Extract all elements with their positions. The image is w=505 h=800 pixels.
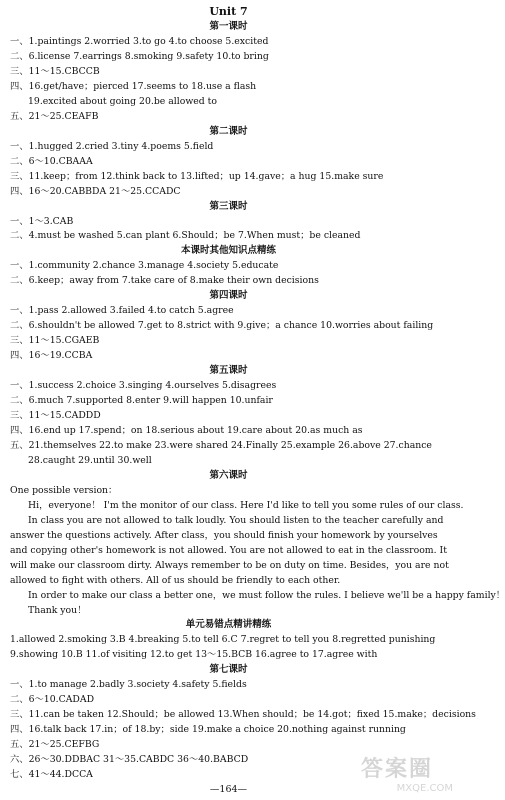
section-heading-error-points: 单元易错点精讲精练: [185, 619, 272, 631]
section-heading-lesson-7: 第七课时: [209, 664, 248, 676]
answer-line: 一、1.paintings 2.worried 3.to go 4.to choose 5.excited: [10, 35, 269, 47]
answer-line: 六、26～30.DDBAC 31～35.CABDC 36～40.BABCD: [10, 754, 249, 766]
essay-paragraph: In order to make our class a better one，we must follow the rules. I believe we'll be a happy family！: [28, 589, 505, 601]
answer-line: 三、11.can be taken 12.Should；be allowed 13.When should；be 14.got；fixed 15.make；decisions: [10, 709, 476, 721]
essay-paragraph: Hi，everyone！ I'm the monitor of our class. Here I'd like to tell you some rules of our class.: [28, 499, 464, 511]
answer-line: 一、1.community 2.chance 3.manage 4.society 5.educate: [10, 260, 279, 272]
answer-line: 二、6.shouldn't be allowed 7.get to 8.strict with 9.give；a chance 10.worries about failing: [10, 320, 434, 332]
answer-line: 28.caught 29.until 30.well: [28, 454, 152, 466]
answer-line: 五、21～25.CEAFB: [10, 110, 99, 122]
essay-intro: One possible version：: [10, 484, 118, 496]
section-heading-lesson-5: 第五课时: [209, 365, 248, 377]
section-heading-lesson-6: 第六课时: [209, 469, 248, 481]
answer-line: 四、16.end up 17.spend；on 18.serious about 19.care about 20.as much as: [10, 424, 363, 436]
answer-line: 一、1.to manage 2.badly 3.society 4.safety 5.fields: [10, 679, 247, 691]
answer-line: 1.allowed 2.smoking 3.B 4.breaking 5.to tell 6.C 7.regret to tell you 8.regretted punishing: [10, 634, 436, 646]
essay-paragraph: In class you are not allowed to talk loudly. You should listen to the teacher carefully and answer the questions actively. After class，you should finish your homework by yourselves and copying other's homework is not allowed. You are not allowed to eat in the classroom. It will make our classroom dirty. Always remember to be on duty on time. Besides，you are not allowed to fight with others. All of us should be friendly to each other.: [10, 514, 449, 586]
answer-line: 五、21～25.CEFBG: [10, 739, 100, 751]
answer-line: 一、1.pass 2.allowed 3.failed 4.to catch 5.agree: [10, 305, 234, 317]
watermark-sub: MXQE.COM: [396, 783, 453, 794]
answer-line: 五、21.themselves 22.to make 23.were shared 24.Finally 25.example 26.above 27.chance: [10, 439, 432, 451]
essay-closing: Thank you！: [28, 604, 87, 616]
answer-line: 9.showing 10.B 11.of visiting 12.to get 13～15.BCB 16.agree to 17.agree with: [10, 649, 378, 661]
section-heading-extra-practice: 本课时其他知识点精练: [180, 245, 276, 257]
answer-line: 一、1～3.CAB: [10, 215, 74, 227]
section-heading-lesson-4: 第四课时: [209, 290, 248, 302]
section-heading-lesson-3: 第三课时: [209, 200, 248, 212]
answer-line: 二、6.keep；away from 7.take care of 8.make their own decisions: [10, 275, 319, 287]
answer-line: 三、11～15.CBCCB: [10, 65, 100, 77]
answer-line: 一、1.hugged 2.cried 3.tiny 4.poems 5.field: [10, 140, 214, 152]
watermark-main: 答案圈: [361, 757, 434, 782]
unit-title: Unit 7: [209, 5, 248, 18]
answer-line: 四、16～19.CCBA: [10, 350, 93, 362]
answer-line: 七、41～44.DCCA: [10, 769, 93, 780]
page-number: —164—: [209, 784, 248, 795]
answer-line: 三、11.keep；from 12.think back to 13.lifted；up 14.gave；a hug 15.make sure: [10, 170, 384, 182]
answer-line: 四、16～20.CABBDA 21～25.CCADC: [10, 185, 181, 197]
answer-line: 四、16.talk back 17.in；of 18.by；side 19.make a choice 20.nothing against running: [10, 724, 406, 736]
answer-line: 三、11～15.CADDD: [10, 410, 101, 421]
answer-line: 一、1.success 2.choice 3.singing 4.ourselves 5.disagrees: [10, 380, 277, 391]
answer-line: 19.excited about going 20.be allowed to: [28, 95, 218, 107]
answer-line: 二、6～10.CADAD: [10, 694, 95, 706]
answer-line: 三、11～15.CGAEB: [10, 335, 100, 347]
section-heading-lesson-2: 第二课时: [209, 125, 248, 137]
answer-line: 四、16.get/have；pierced 17.seems to 18.use a flash: [10, 80, 257, 92]
answer-line: 二、6.license 7.earrings 8.smoking 9.safety 10.to bring: [10, 50, 269, 62]
section-heading-lesson-1: 第一课时: [209, 21, 248, 32]
answer-line: 二、6.much 7.supported 8.enter 9.will happen 10.unfair: [10, 395, 273, 406]
answer-line: 二、4.must be washed 5.can plant 6.Should；be 7.When must；be cleaned: [10, 230, 361, 242]
answer-line: 二、6～10.CBAAA: [10, 155, 93, 167]
